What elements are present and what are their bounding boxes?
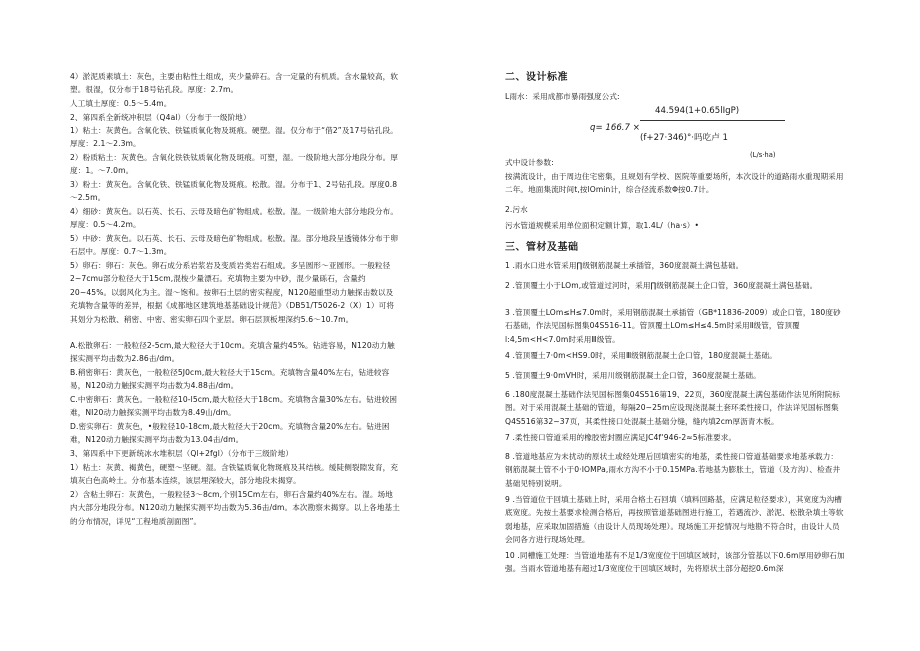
paragraph: 2.污水: [505, 205, 528, 214]
paragraph: 按满流设计，由于周边住宅密集，且规划有学校、医院等重要场所，本次设计的道路雨水重现期采用二年。地面集流时间t,按lOmin计，综合径流系数Φ按0.7计。: [505, 172, 844, 195]
paragraph: 2）含粘土卵石：灰黄色，一般粒径3～8cm,个别15Cm左右，卵石含量约40%左右。湿。场地内大部分地段分布。N120动力触探实测平均击数为5.36击/dm。本次勘察未揭穿。以上各地基土的分布情况，详见“工程地质剖面图”。: [70, 490, 400, 526]
paragraph: 2）粉质粘土：灰黄色。含氧化铁铁钛质氧化物及斑痕。可塑，湿。一级阶地大部分地段分布。厚度：1。～7.0m。: [70, 153, 399, 176]
paragraph: 4）淤泥质素填土：灰色，主要由粘性土组成，夹少量碎石。含一定量的有机质。含水量较高，软塑。很湿，仅分布于18号钻孔段。厚度：2.7m。: [70, 72, 399, 95]
paragraph: 4）细砂：黄灰色。以石英、长石、云母及暗色矿物组成。松散。湿。一级阶地大部分地段分布。厚度：0.5～4.2m。: [70, 207, 399, 230]
paragraph: 1）粘土：灰黄色。含氧化铁、铁锰质氧化物及斑痕。硬塑。湿。仅分布于“借2”及17号钻孔段。厚度：2.1～2.3m。: [70, 126, 398, 149]
paragraph: 5）卵石：卵石：灰色。卵石成分系岩浆岩及变质岩类岩石组成。多呈圆形～亚圆形。一般粒径2~7cmu部分粒径大于15cm,混梭少量漂石。充填物主要为中砂，混少量砾石，含量约20~45%。以弱风化为主。湿～饱和。按卵石土层的密实程度，N120超重型动力触探击数以及充填物含量等的差异，根据《成都地区建筑地基基础设计规范》（DB51/T5026-2（X）1）可将其划分为松散、稍密、中密、密实卵石四个亚层。卵石层顶板埋深约5.6～10.7m。: [70, 261, 395, 324]
list-item: 2 .管顶覆土小于LOm,或管道过河时，采用∏级钢筋混凝土企口管，360度混凝土满包基础。: [505, 281, 818, 290]
list-item: 6 .180度混凝土基础作法见国标图集04S516第19、22页，360度混凝土满包基础作法见所附院标图。对于采用混凝土基础的管道，每隔20~25m应设现浇混凝土套环柔性接口，作法详见国标图集Q4S516第32~37页，其柔性接口处混凝土基础分缝，缝内填2cm厚沥青木板。: [505, 390, 841, 426]
formula-unit: (L/s·ha): [750, 151, 776, 159]
section-heading-pipe: 三、管材及基础: [505, 242, 579, 253]
fraction-bar: [640, 120, 785, 121]
formula-lhs: q= 166.7 ×: [590, 123, 640, 133]
list-item: 3 .管顶覆土LOm≤H≤7.0m时，采用钢筋混凝土承插管（GB*11836-2009）或企口管，180度砂石基础，作法见国标图集04S516-11。管顶覆土LOm≤H≤4.5m时采用Ⅱ级管，管顶覆l:4,5m<H<7.0m时采用Ⅲ级管。: [505, 308, 841, 344]
paragraph: B.稍密卵石：黄灰色，一般粒径5J0cm,最大粒径大于15cm。充填物含量40%左右，钻进较容易，N120动力触探实测平均击数为4.88击/dm。: [70, 368, 390, 391]
paragraph: 1）粘土：灰黄、褐黄色，硬塑～坚硬。湿。含铁锰质氧化物斑痕及其结核。缓陡侧裂隙发育，充填灰白色高岭土。分布基本连续，该层埋深较大，部分地段未揭穿。: [70, 463, 399, 486]
rain-intro: L雨水：采用成都市暴雨强度公式:: [505, 92, 620, 101]
paragraph: 污水管道规模采用单位面积定额计算，取1.4L/（ha·s）•: [505, 221, 700, 230]
paragraph: C.中密卵石：黄灰色。一般粒径10-l5cm,最大粒径大于18cm。充填物含量30%左右。钻进较困难，NI20动力触探实测平均击数为8.49山/dm。: [70, 395, 398, 418]
list-item: 4 .管顶覆土7·0m<HS9.0时，采用Ⅲ级钢筋混凝土企口管，180度混凝土基础。: [505, 351, 777, 360]
list-item: 7 .柔性接口管道采用的橡胶密封圈应满足JC4f‘946-2≈5标准要求。: [505, 433, 737, 442]
paragraph: 3、第四系中下更新统冰水堆积层（Ql+2fgl）（分布于三级阶地）: [70, 449, 294, 458]
list-item: 8 .管道地基应为未扰动的原状土或经处理后回填密实的地基，柔性接口管道基础要求地基承载力：钢筋混凝土管不小于0·IOMPa,雨水方沟不小于0.15MPa.若地基为膨胀土，管道（及方沟）、检查井基础见特别说明。: [505, 452, 841, 488]
paragraph: 式中设计参数:: [505, 158, 554, 167]
list-item: 1 .雨水口进水管采用∏级钢筋混凝土承插管，360度混凝土满包基础。: [505, 261, 744, 270]
section-heading-design: 二、设计标准: [505, 72, 568, 83]
paragraph: A.松散卵石：一般粒径2-5cm,最大粒径大于10cm。充填含量约45%。钻进容易，N120动力触探实测平均击数为2.86击/dm。: [70, 341, 395, 364]
paragraph: 3）粉土：黄灰色。含氧化铁、铁锰质氧化物及斑痕。松散。湿。分布于1、2号钻孔段。厚度0.8～2.5m。: [70, 180, 398, 203]
paragraph: 2、第四系全新统冲积层（Q4al）（分布于一级阶地）: [70, 113, 251, 122]
formula-numerator: 44.594(1+0.65lIgP): [655, 106, 740, 116]
paragraph: 5）中砂：黄灰色。以石英、长石、云母及暗色矿物组成。松散。湿。部分地段呈透镜体分布于卵石层中。厚度：0.7～1.3m。: [70, 234, 399, 257]
list-item: 10 .同槽施工处理：当管道地基有不足1/3宽度位于回填区域时，该部分管基以下0.6m厚用砂卵石加强。当雨水管道地基有超过1/3宽度位于回填区域时，先将原状土部分超挖0.6m深: [505, 551, 845, 574]
formula-denominator: (f+27·346)°·吗吃卢 1: [640, 133, 729, 143]
list-item: 9 .当管道位于回填土基础上时，采用合格土石回填（填料回路基，应满足粒径要求），其宽度为沟槽底宽度。先按土基要求检测合格后，再按照管道基础图进行施工，若遇流沙、淤泥、松散杂填土等软弱地基，应采取加固措施（由设计人员现场处理）。现场施工开挖情况与地勘不符合时，由设计人员会同各方进行现场处理。: [505, 495, 844, 545]
paragraph: D.密实卵石：黄灰色，•般粒径10-18cm,最大粒径大于20cm。充填物含量20%左右。钻进困难，N120动力触探实测平均击数为13.04击/dm。: [70, 422, 390, 445]
list-item: 5 .管顶覆土9·0mVH时，采用川级钢筋混凝土企口管，360度混凝土基础。: [505, 371, 761, 380]
paragraph: 人工填土厚度：0.5～5.4m。: [70, 99, 172, 108]
